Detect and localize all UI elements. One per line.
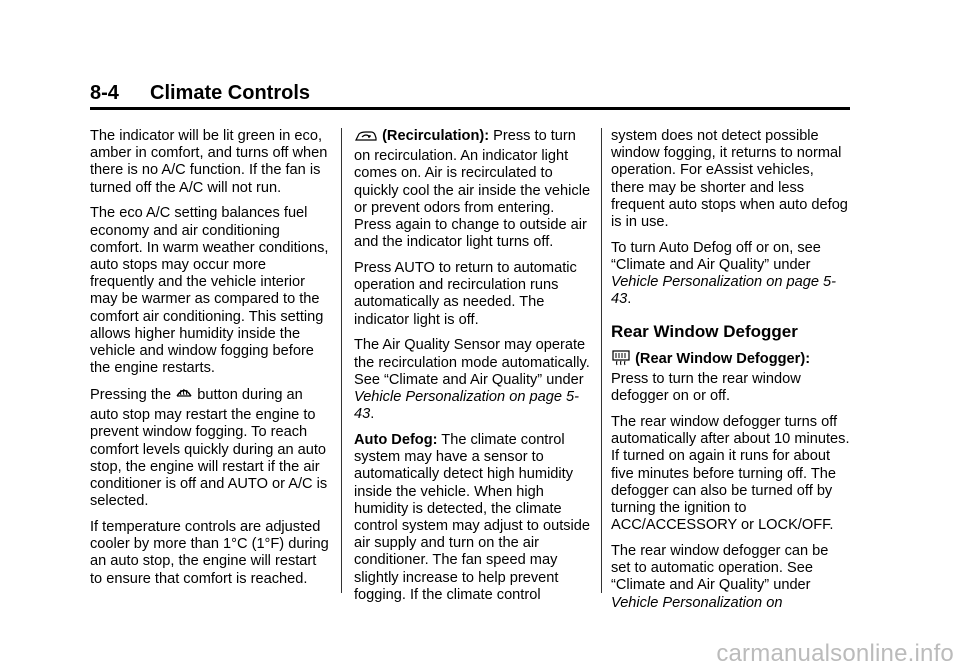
paragraph-text: . [627,291,632,308]
paragraph [90,386,330,510]
paragraph [611,543,851,612]
section-heading: Rear Window Defogger [611,321,798,341]
paragraph-text: button during an auto stop may restart the engine to prevent window fogging. To reach comfort levels quickly during an auto stop, the engine will restart if the air conditioner is off and AUTO or A/C is selected. [90,387,328,510]
watermark: carmanualsonline.info [716,640,954,667]
column-3 [611,128,851,620]
paragraph: system does not detect possible window fogging, it returns to normal operation. For eAssist vehicles, there may be shorter and less frequent auto stops when auto defog is in use. [611,128,848,231]
paragraph: Press AUTO to return to automatic operation and recirculation runs automatically as needed. The indicator light is off. [354,260,577,328]
page-number: 8-4 [90,82,119,104]
paragraph-text: The climate control system may have a sensor to automatically detect high humidity inside the vehicle. When high humidity is detected, the climate control system may adjust to outside air supply and turn on the air conditioner. The fan speed may slightly increase to help prevent fogging. If the climate control [354,432,591,603]
paragraph-text: Press to turn the rear window defogger on or off. [611,371,801,405]
paragraph [354,128,594,251]
recirculation-icon [354,129,378,148]
column-divider [341,128,342,593]
paragraph-text: The Air Quality Sensor may operate the recirculation mode automatically. See “Climate and Air Quality” under [354,337,590,388]
cross-reference: Vehicle Personalization on page 5-43 [611,274,836,308]
paragraph-text: The rear window defogger can be set to automatic operation. See “Climate and Air Quality” under [611,543,829,594]
column-2 [354,128,594,613]
recirculation-label: (Recirculation): [382,128,490,144]
paragraph [611,350,851,406]
column-1 [90,128,330,596]
cross-reference: Vehicle Personalization on [611,594,783,611]
paragraph: The rear window defogger turns off automatically after about 10 minutes. If turned on again it runs for about five minutes before turning off. The defogger can also be turned off by turning the ignition to ACC/ACCESSORY or LOCK/OFF. [611,414,850,534]
paragraph [354,432,594,604]
paragraph-text: . [370,406,375,423]
paragraph: The indicator will be lit green in eco, amber in comfort, and turns off when there is no A/C function. If the fan is turned off the A/C will not run. [90,128,328,196]
paragraph [354,337,594,423]
paragraph-text: Press to turn on recirculation. An indicator light comes on. Air is recirculated to quickly cool the air inside the vehicle or prevent odors from entering. Press again to change to outside air and the indicator light turns off. [354,128,591,251]
paragraph-text: Pressing the [90,387,172,404]
rear-defogger-label: (Rear Window Defogger): [635,350,811,367]
cross-reference: Vehicle Personalization on page 5-43 [354,389,579,423]
paragraph: If temperature controls are adjusted cooler by more than 1°C (1°F) during an auto stop, the engine will restart to ensure that comfort is reached. [90,519,329,587]
chapter-title: Climate Controls [150,82,311,104]
column-divider [601,128,602,593]
rear-defog-icon [611,350,631,371]
front-defrost-icon [175,386,193,407]
paragraph [611,240,851,309]
page-header [90,80,850,110]
paragraph: The eco A/C setting balances fuel economy and air conditioning comfort. In warm weather conditions, auto stops may occur more frequently and the vehicle interior may be warmer as compared to the comfort air conditioning. This setting allows higher humidity inside the vehicle and window fogging before the engine restarts. [90,205,329,377]
paragraph-text: To turn Auto Defog off or on, see “Climate and Air Quality” under [611,239,821,274]
auto-defog-label: Auto Defog: [354,432,438,449]
